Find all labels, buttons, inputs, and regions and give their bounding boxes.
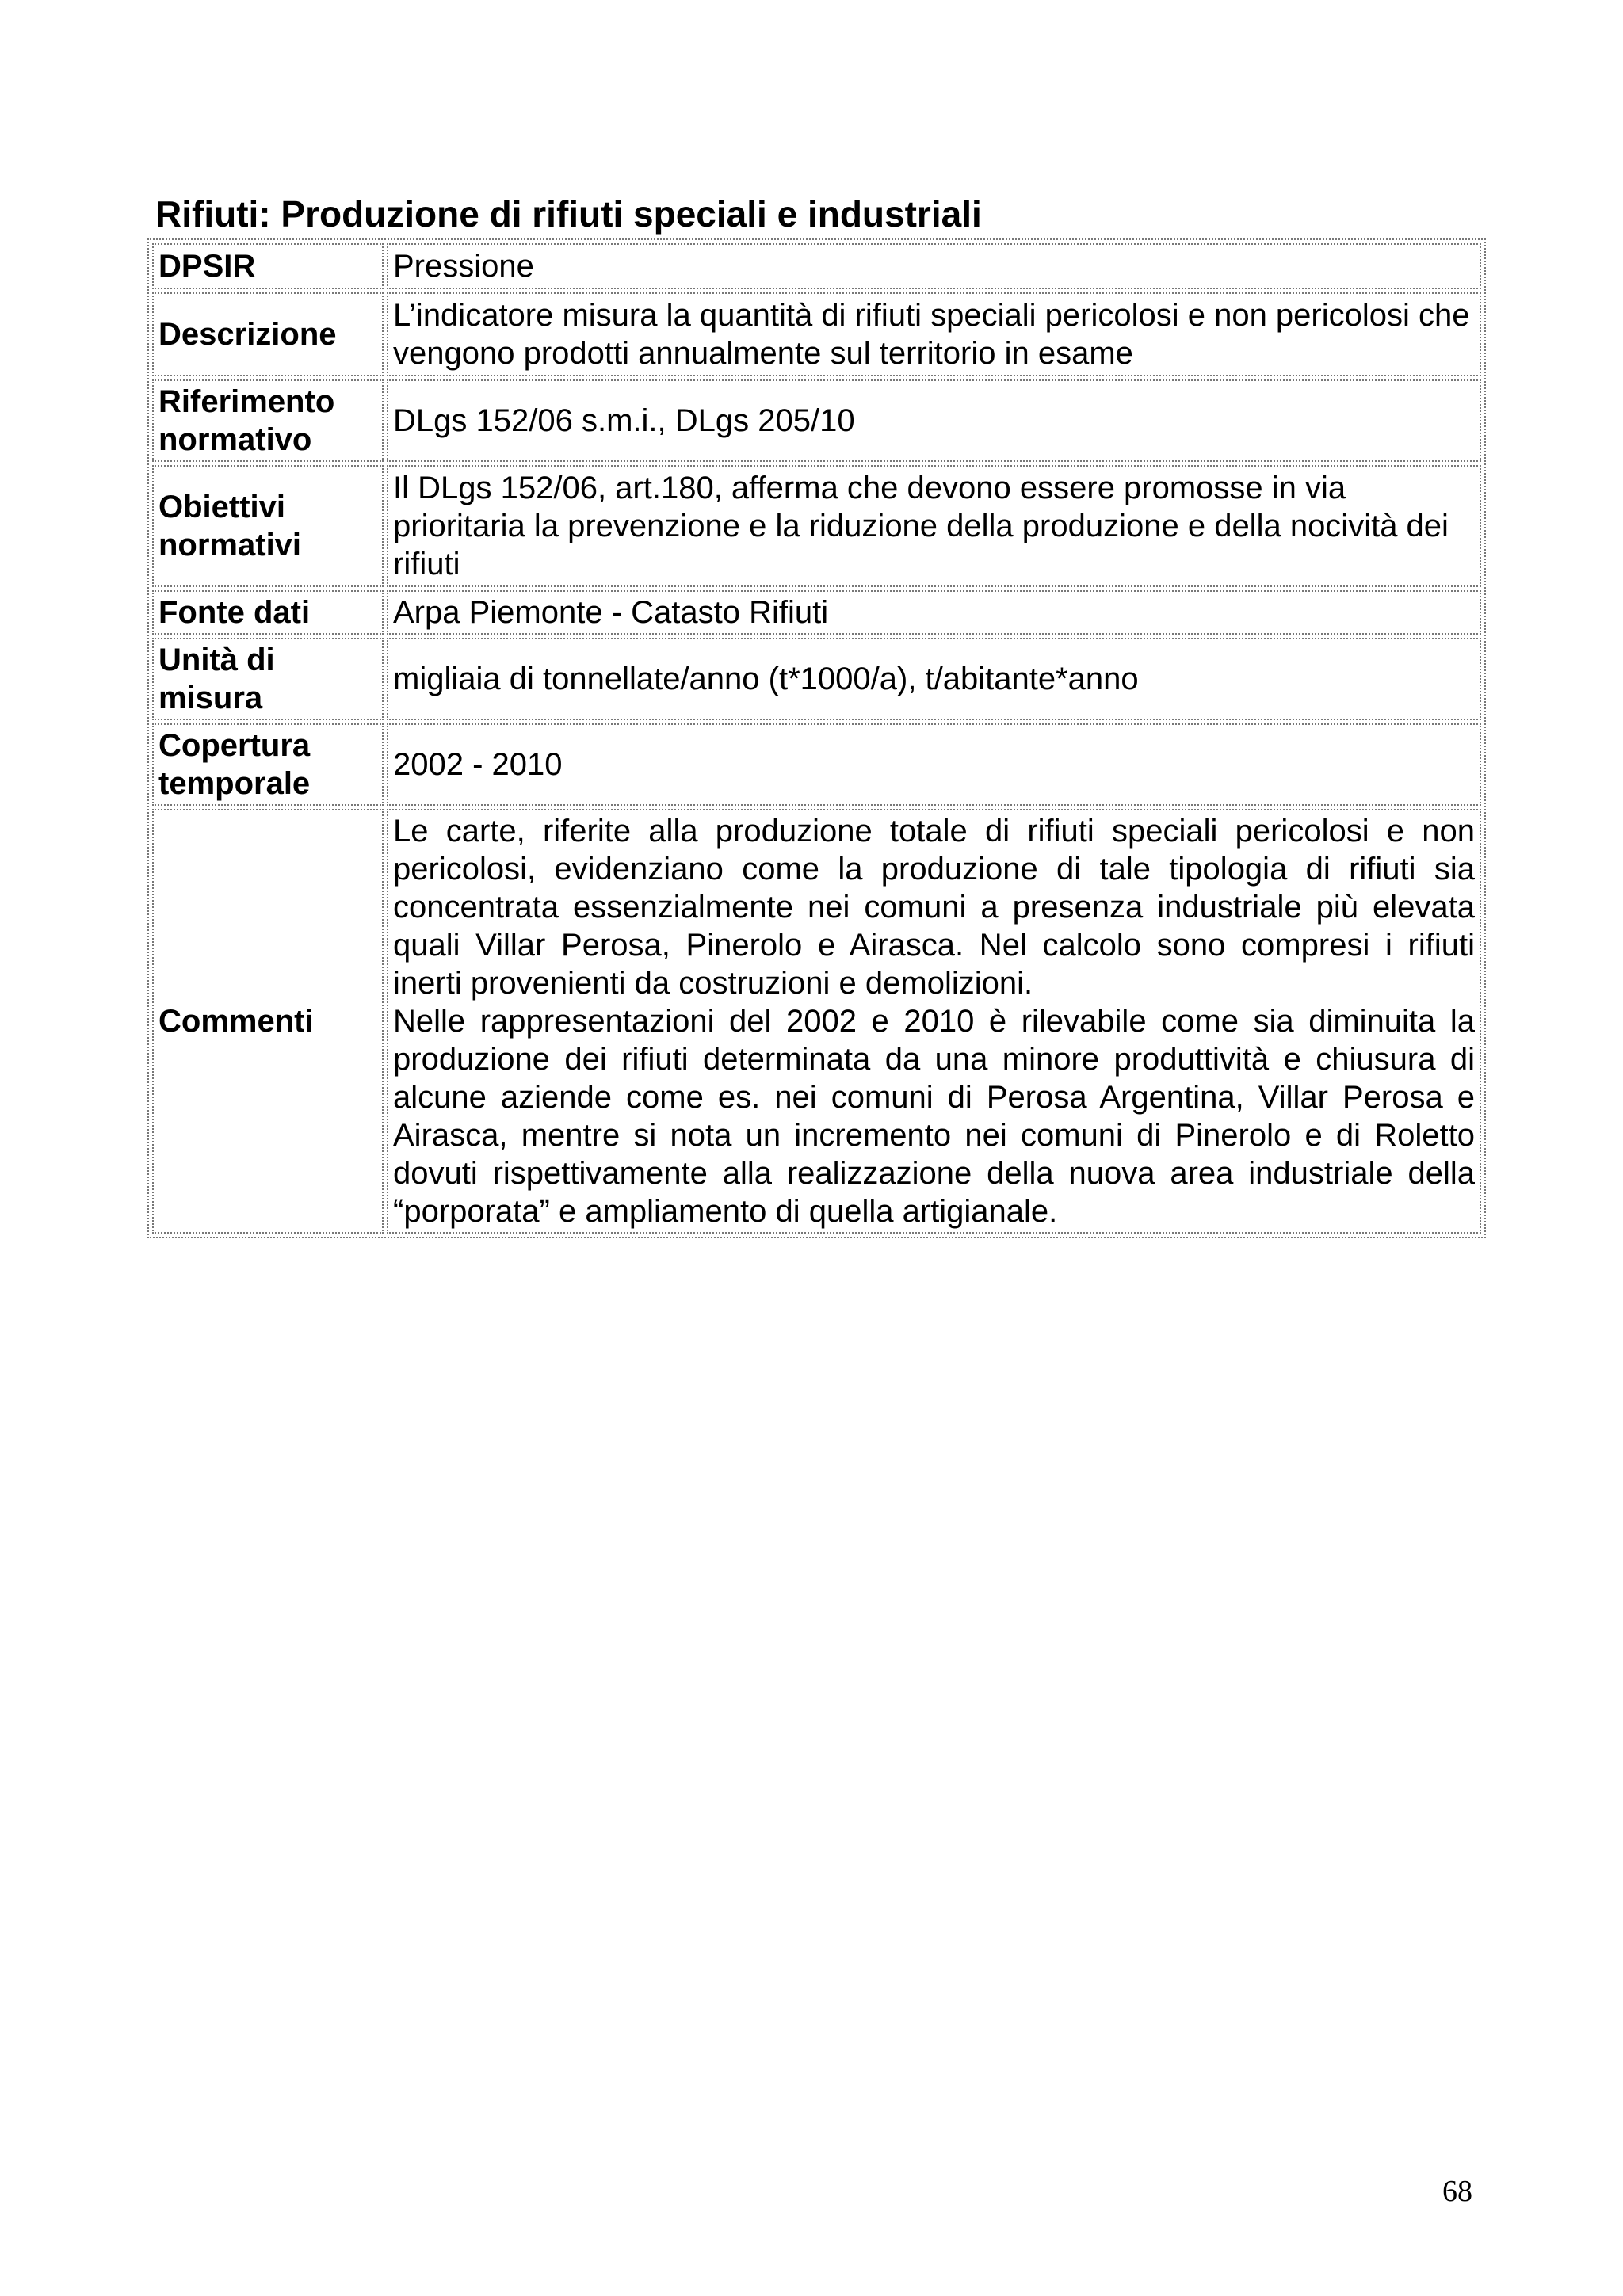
table-row	[152, 638, 1481, 720]
table-row	[152, 292, 1481, 376]
comment-paragraph: Nelle rappresentazioni del 2002 e 2010 è rilevabile come sia diminuita la produzione dei rifiuti determinata da una minore produttività e chiusura di alcune aziende come es. nei comuni di Perosa Argentina, Villar Perosa e Airasca, mentre si nota un incremento nei comuni di Pinerolo e di Roletto dovuti rispettivamente alla realizzazione della nuova area industriale della “porporata” e ampliamento di quella artigianale.	[393, 1004, 1475, 1229]
row-value: Pressione	[387, 243, 1481, 289]
table-row	[152, 723, 1481, 806]
row-label: DPSIR	[152, 243, 384, 289]
table-row	[152, 465, 1481, 587]
row-value	[387, 809, 1481, 1234]
page-number: 68	[1442, 2175, 1472, 2208]
indicator-table	[147, 238, 1486, 1238]
table-row	[152, 590, 1481, 635]
row-value: Il DLgs 152/06, art.180, afferma che devono essere promosse in via prioritaria la prevenzione e la riduzione della produzione e della nocività dei rifiuti	[387, 465, 1481, 587]
row-value: DLgs 152/06 s.m.i., DLgs 205/10	[387, 379, 1481, 462]
table-row	[152, 379, 1481, 462]
page-title: Rifiuti: Produzione di rifiuti speciali e industriali	[155, 193, 982, 235]
row-value: Arpa Piemonte - Catasto Rifiuti	[387, 590, 1481, 635]
row-value: 2002 - 2010	[387, 723, 1481, 806]
comment-paragraph: Le carte, riferite alla produzione totale di rifiuti speciali pericolosi e non pericolosi, evidenziano come la produzione di tale tipologia di rifiuti sia concentrata essenzialmente nei comuni a presenza industriale più elevata quali Villar Perosa, Pinerolo e Airasca. Nel calcolo sono compresi i rifiuti inerti provenienti da costruzioni e demolizioni.	[393, 814, 1475, 1001]
row-label: Copertura temporale	[152, 723, 384, 806]
row-label: Riferimento normativo	[152, 379, 384, 462]
row-value: L’indicatore misura la quantità di rifiuti speciali pericolosi e non pericolosi che vengono prodotti annualmente sul territorio in esame	[387, 292, 1481, 376]
row-label: Obiettivi normativi	[152, 465, 384, 587]
row-value: migliaia di tonnellate/anno (t*1000/a), t/abitante*anno	[387, 638, 1481, 720]
row-label: Descrizione	[152, 292, 384, 376]
row-label: Commenti	[152, 809, 384, 1234]
table-row	[152, 243, 1481, 289]
table-row	[152, 809, 1481, 1234]
row-label: Fonte dati	[152, 590, 384, 635]
row-label: Unità di misura	[152, 638, 384, 720]
